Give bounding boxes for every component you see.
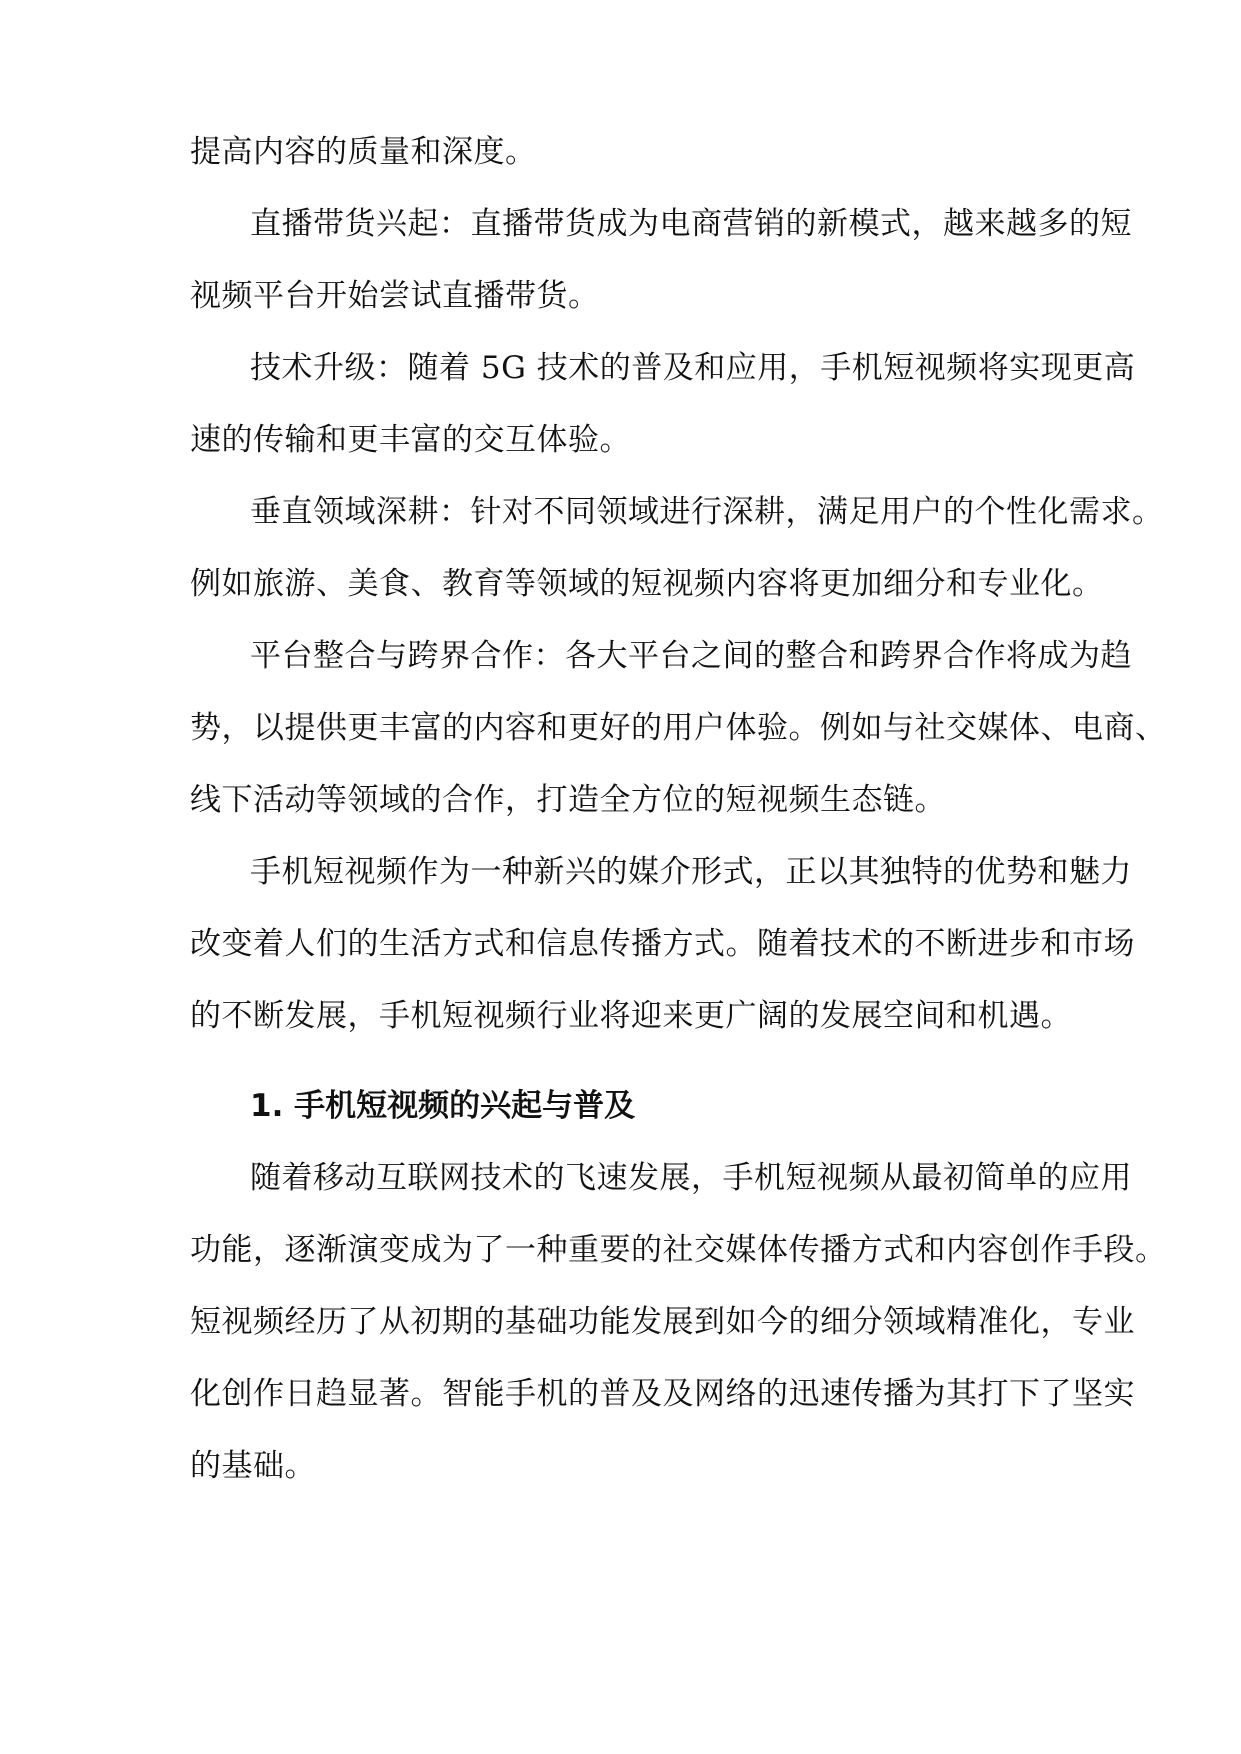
paragraph-line: 的基础。 [190, 1448, 316, 1484]
paragraph-line: 的不断发展，手机短视频行业将迎来更广阔的发展空间和机遇。 [190, 998, 1072, 1034]
section-heading: 1. 手机短视频的兴起与普及 [250, 1088, 636, 1124]
paragraph-line: 势，以提供更丰富的内容和更好的用户体验。例如与社交媒体、电商、 [190, 710, 1167, 746]
paragraph-line: 随着移动互联网技术的飞速发展，手机短视频从最初简单的应用 [250, 1160, 1132, 1196]
paragraph-line: 改变着人们的生活方式和信息传播方式。随着技术的不断进步和市场 [190, 926, 1135, 962]
paragraph-line: 直播带货兴起：直播带货成为电商营销的新模式，越来越多的短 [250, 206, 1132, 242]
paragraph-line: 线下活动等领域的合作，打造全方位的短视频生态链。 [190, 782, 946, 818]
paragraph-line: 化创作日趋显著。智能手机的普及及网络的迅速传播为其打下了坚实 [190, 1376, 1135, 1412]
paragraph-line: 提高内容的质量和深度。 [190, 134, 537, 170]
paragraph-line: 技术升级：随着 5G 技术的普及和应用，手机短视频将实现更高 [250, 350, 1136, 386]
paragraph-line: 功能，逐渐演变成为了一种重要的社交媒体传播方式和内容创作手段。 [190, 1232, 1167, 1268]
paragraph-line: 垂直领域深耕：针对不同领域进行深耕，满足用户的个性化需求。 [250, 494, 1164, 530]
paragraph-line: 例如旅游、美食、教育等领域的短视频内容将更加细分和专业化。 [190, 566, 1104, 602]
paragraph-line: 手机短视频作为一种新兴的媒介形式，正以其独特的优势和魅力 [250, 854, 1132, 890]
paragraph-line: 短视频经历了从初期的基础功能发展到如今的细分领域精准化，专业 [190, 1304, 1135, 1340]
paragraph-line: 速的传输和更丰富的交互体验。 [190, 422, 631, 458]
paragraph-line: 平台整合与跨界合作：各大平台之间的整合和跨界合作将成为趋 [250, 638, 1132, 674]
paragraph-line: 视频平台开始尝试直播带货。 [190, 278, 600, 314]
